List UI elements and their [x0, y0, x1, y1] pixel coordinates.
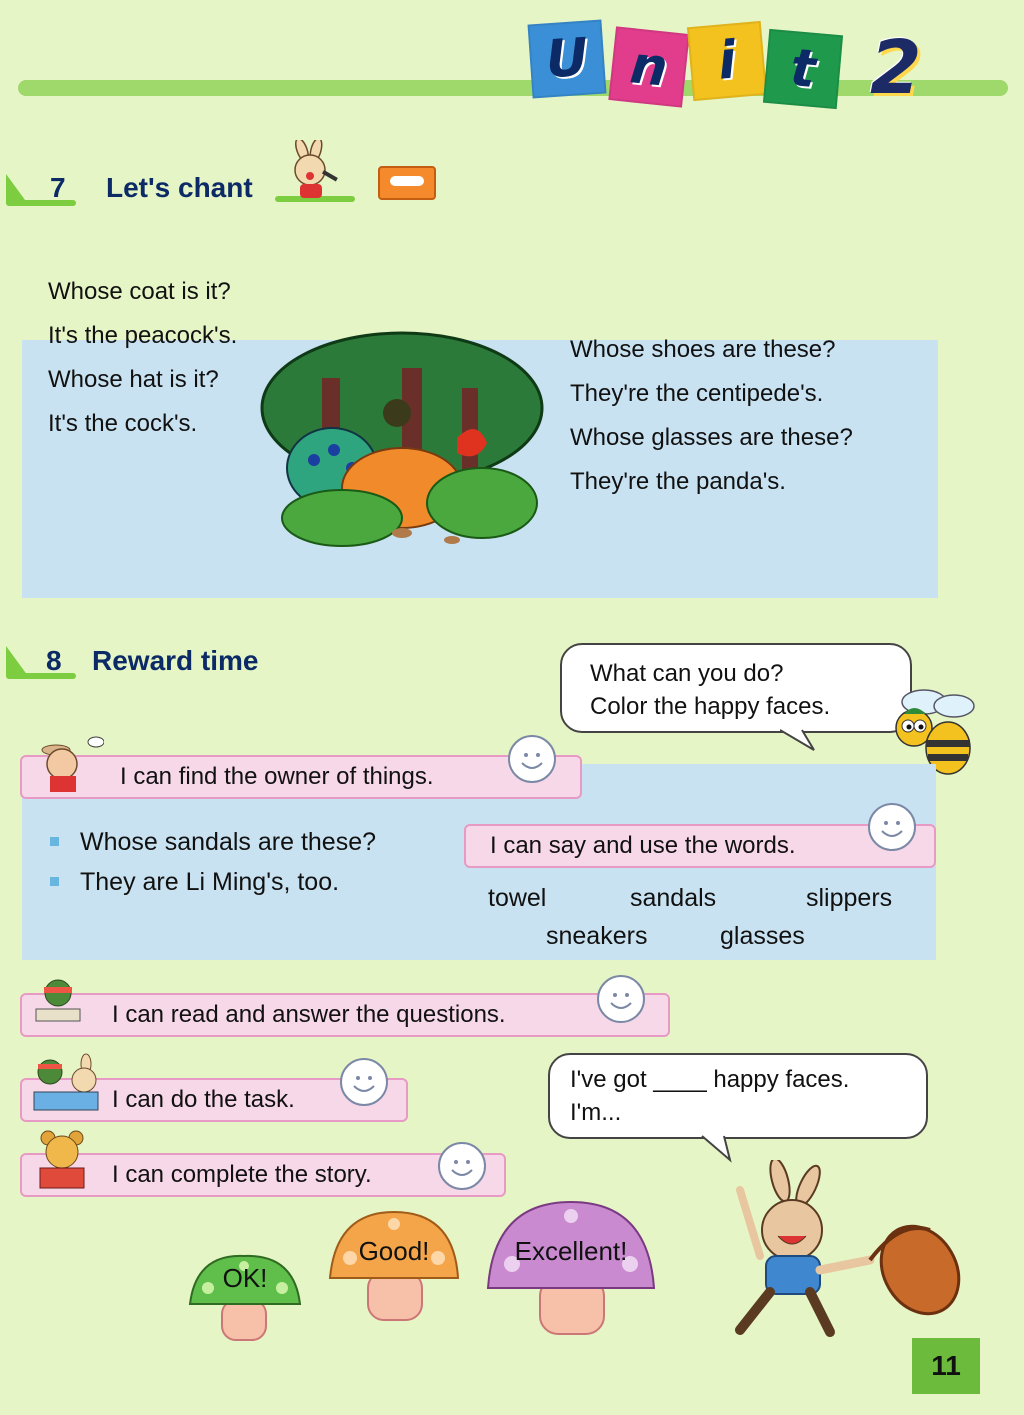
page-number: 11: [912, 1338, 980, 1394]
reward-item-label: I can say and use the words.: [490, 832, 796, 859]
section-8-number: 8: [46, 645, 62, 676]
section-8-title: Reward time: [92, 645, 259, 676]
vocab-word: sneakers: [546, 922, 648, 950]
bee-bubble-tail: [780, 728, 820, 754]
children-book-icon: [28, 1052, 108, 1114]
reward-item-label: I can complete the story.: [112, 1161, 372, 1188]
chant-line: Whose hat is it?: [48, 366, 219, 393]
bee-bubble-line: What can you do?: [590, 660, 784, 687]
bullet-icon: [50, 877, 59, 886]
happy-face-icon[interactable]: [597, 975, 645, 1023]
reward-item-complete-story: [20, 1153, 506, 1197]
bee-bubble-line: Color the happy faces.: [590, 693, 831, 720]
chant-left-lines: [48, 270, 237, 446]
unit-letter-u: U: [528, 20, 607, 99]
chant-line: It's the peacock's.: [48, 322, 238, 349]
chant-line: Whose coat is it?: [48, 278, 231, 305]
boy-character-icon: [34, 730, 104, 796]
rabbit-with-basket-illustration: [700, 1160, 980, 1340]
section-8-underline: [6, 673, 76, 679]
unit-letter-t: t: [763, 29, 843, 109]
reward-item-label: I can do the task.: [112, 1086, 295, 1113]
chant-line: They're the centipede's.: [570, 380, 824, 407]
header-band: [18, 80, 1008, 96]
bee-speech-bubble: [560, 643, 912, 733]
mushroom-ok-label: OK!: [222, 1263, 268, 1293]
vocab-word: slippers: [806, 884, 893, 912]
bullet-icon: [50, 837, 59, 846]
bear-reading-icon: [32, 1126, 92, 1192]
rabbit-speech-bubble: [548, 1053, 928, 1139]
reading-girl-icon: [30, 975, 90, 1027]
reward-item-label: I can read and answer the questions.: [112, 1001, 506, 1028]
unit-letter-n: n: [608, 26, 689, 107]
section-7-title: Let's chant: [106, 172, 253, 203]
happy-face-icon[interactable]: [868, 803, 916, 851]
chant-line: They're the panda's.: [570, 468, 786, 495]
unit-letter-i: i: [687, 21, 767, 101]
reward-item-label: I can find the owner of things.: [120, 763, 434, 790]
mushroom-excellent-icon[interactable]: [484, 1198, 658, 1338]
reward-item-find-owner: [20, 755, 582, 799]
section-8-marker: [6, 646, 28, 676]
rabbit-bubble-line: I've got ____ happy faces.: [570, 1066, 850, 1093]
vocab-word: towel: [488, 884, 547, 912]
vocab-word: glasses: [720, 922, 805, 950]
rabbit-bubble-line: I'm...: [570, 1099, 622, 1126]
singing-rabbit-icon: [280, 140, 350, 200]
chant-line: Whose shoes are these?: [570, 336, 836, 363]
chant-line: Whose glasses are these?: [570, 424, 853, 451]
section-7-number: 7: [50, 172, 66, 203]
forest-illustration: [252, 318, 552, 558]
cassette-icon[interactable]: [378, 166, 436, 200]
happy-face-icon[interactable]: [508, 735, 556, 783]
bullet-question: Whose sandals are these?: [80, 828, 377, 856]
reward-item-read-answer: [20, 993, 670, 1037]
mushroom-excellent-label: Excellent!: [514, 1236, 628, 1266]
happy-face-icon[interactable]: [340, 1058, 388, 1106]
bullet-answer: They are Li Ming's, too.: [80, 868, 340, 896]
happy-face-icon[interactable]: [438, 1142, 486, 1190]
mushroom-good-label: Good!: [358, 1236, 430, 1266]
reward-item-say-words: [464, 824, 936, 868]
chant-right-lines: [570, 328, 853, 504]
unit-number: 2: [870, 25, 922, 111]
chant-line: It's the cock's.: [48, 410, 198, 437]
vocab-word: sandals: [630, 884, 717, 912]
